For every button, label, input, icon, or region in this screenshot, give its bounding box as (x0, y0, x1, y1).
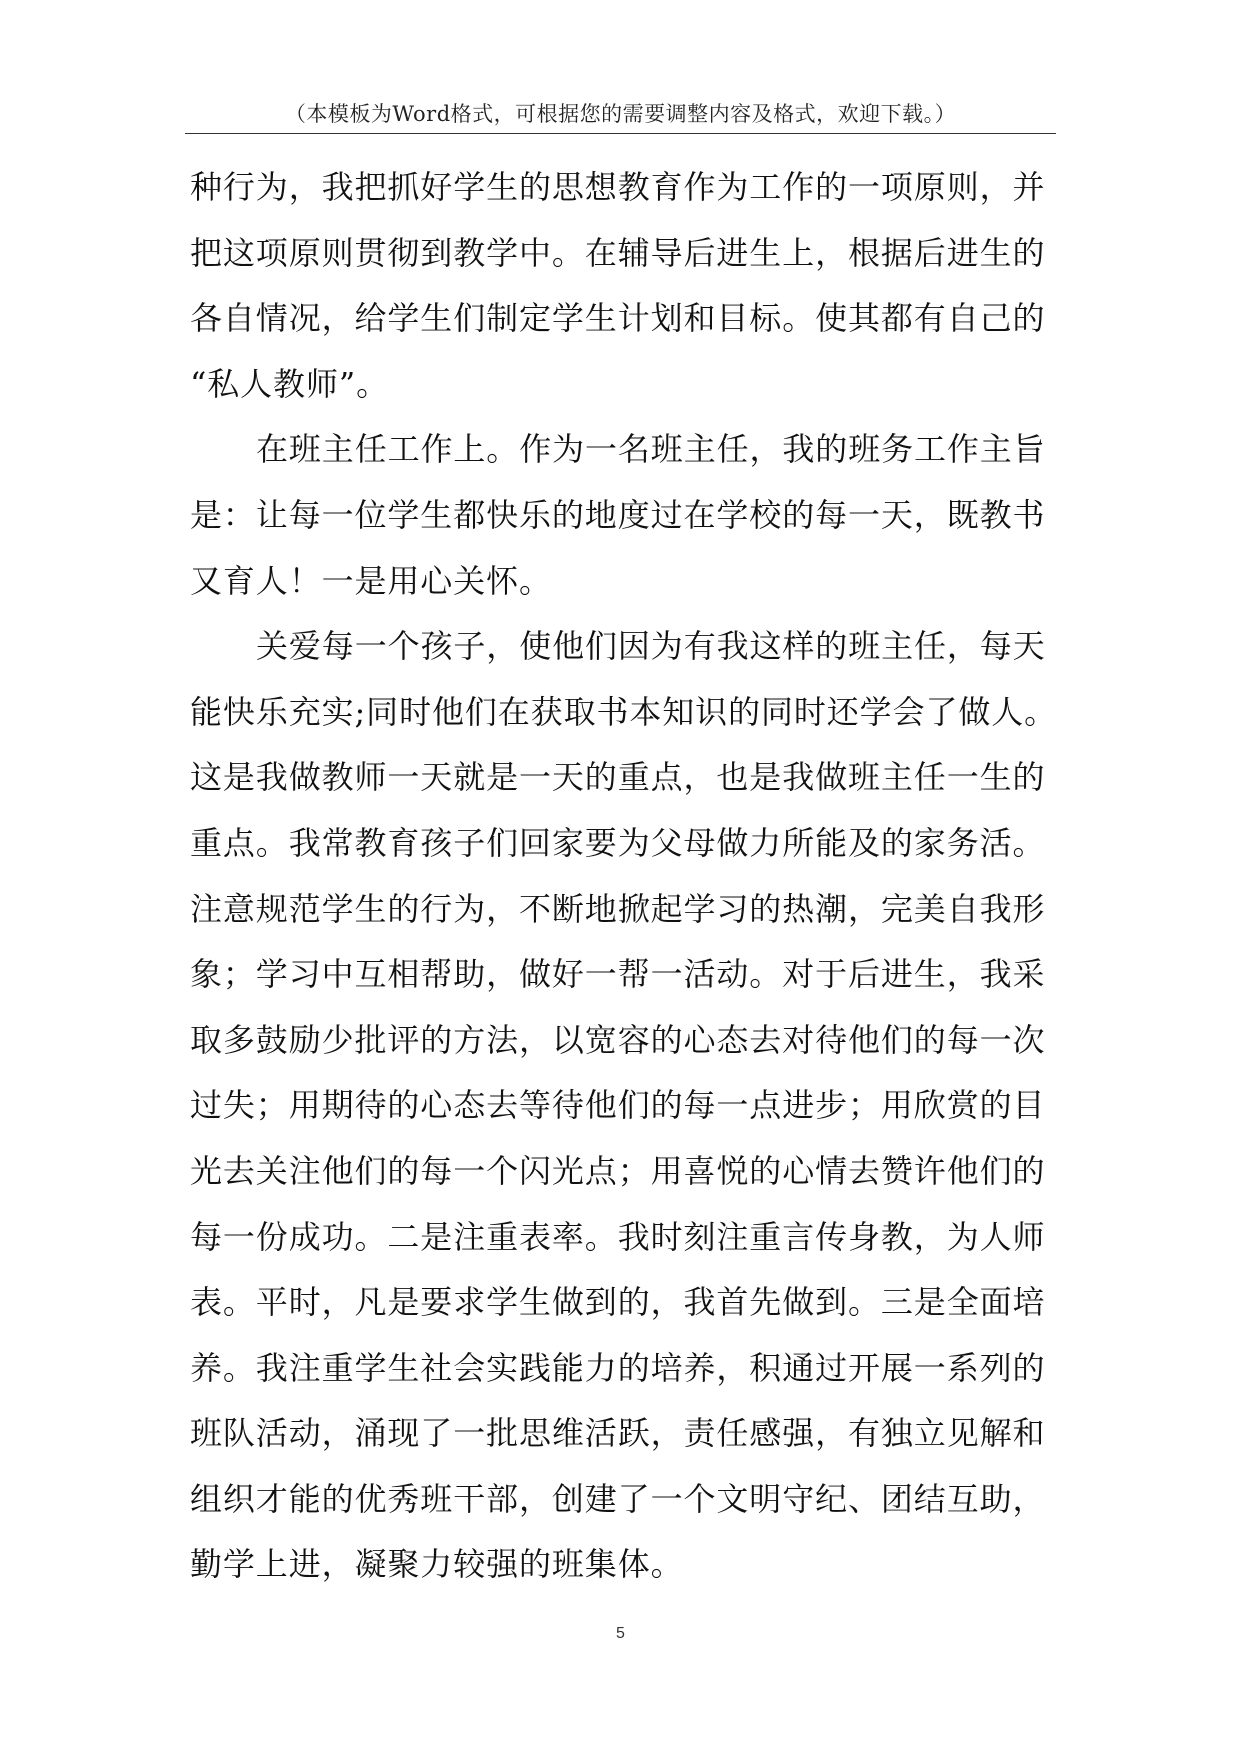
text-line: 各自情况，给学生们制定学生计划和目标。使其都有自己的 (190, 299, 1046, 338)
text-line: 种行为，我把抓好学生的思想教育作为工作的一项原则，并 (190, 168, 1046, 206)
text-line: 关爱每一个孩子，使他们因为有我这样的班主任，每天 (256, 627, 1046, 666)
text-line: 取多鼓励少批评的方法，以宽容的心态去对待他们的每一次 (190, 1020, 1046, 1059)
body-text (190, 155, 1062, 1598)
text-line: 又育人！一是用心关怀。 (190, 561, 552, 600)
text-line: 表。平时，凡是要求学生做到的，我首先做到。三是全面培 (190, 1283, 1046, 1322)
header-divider (185, 133, 1056, 134)
text-line: 在班主任工作上。作为一名班主任，我的班务工作主旨 (256, 430, 1046, 469)
text-line: 每一份成功。二是注重表率。我时刻注重言传身教，为人师 (190, 1217, 1046, 1256)
header-note: （本模板为Word格式，可根据您的需要调整内容及格式，欢迎下载。） (284, 102, 957, 126)
text-line: “私人教师”。 (190, 364, 390, 403)
text-line: 班队活动，涌现了一批思维活跃，责任感强，有独立见解和 (190, 1414, 1046, 1453)
text-line: 过失；用期待的心态去等待他们的每一点进步；用欣赏的目 (190, 1086, 1046, 1125)
text-line: 这是我做教师一天就是一天的重点，也是我做班主任一生的 (190, 758, 1046, 797)
page-number: 5 (616, 1625, 625, 1642)
text-line: 养。我注重学生社会实践能力的培养，积通过开展一系列的 (190, 1348, 1046, 1387)
text-line: 组织才能的优秀班干部，创建了一个文明守纪、团结互助， (190, 1479, 1046, 1518)
text-line: 是：让每一位学生都快乐的地度过在学校的每一天，既教书 (190, 495, 1046, 534)
text-line: 把这项原则贯彻到教学中。在辅导后进生上，根据后进生的 (190, 233, 1046, 272)
text-line: 重点。我常教育孩子们回家要为父母做力所能及的家务活。 (190, 823, 1046, 862)
text-line: 光去关注他们的每一个闪光点；用喜悦的心情去赞许他们的 (190, 1151, 1046, 1190)
text-line: 勤学上进，凝聚力较强的班集体。 (190, 1545, 684, 1584)
text-line: 能快乐充实;同时他们在获取书本知识的同时还学会了做人。 (190, 692, 1058, 731)
text-line: 注意规范学生的行为，不断地掀起学习的热潮，完美自我形 (190, 889, 1046, 928)
text-line: 象；学习中互相帮助，做好一帮一活动。对于后进生，我采 (190, 955, 1046, 994)
